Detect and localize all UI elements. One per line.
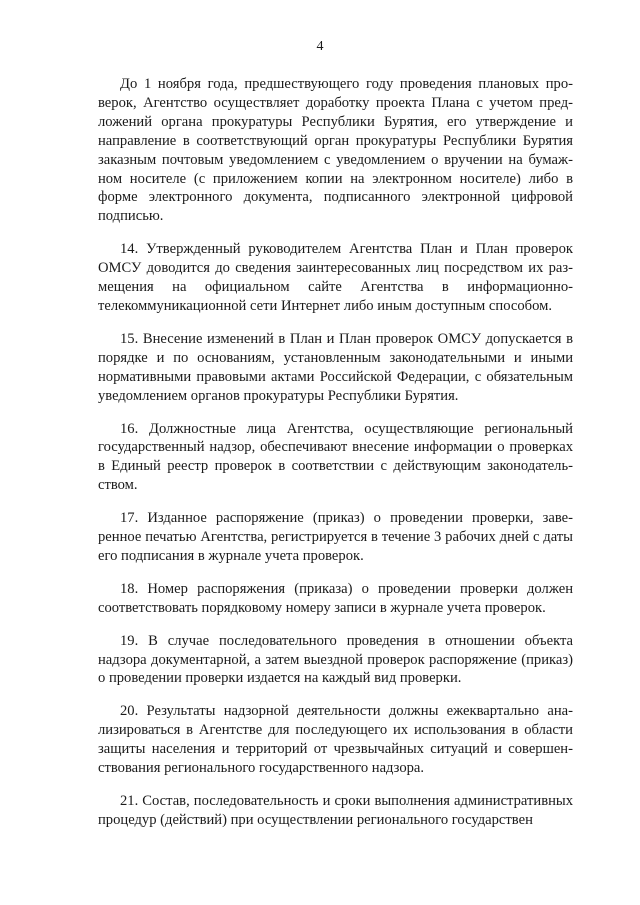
paragraph-15: 15. Внесение изменений в План и План проверок ОМСУ допускается в порядке и по основаниям, установленным законодательными и иными нормативными правовыми актами Российской Федерации, с обязательным уведомлением органов прокуратуры Республики Бурятия. (98, 330, 573, 404)
document-body (98, 75, 573, 830)
paragraph-19: 19. В случае последовательного проведения в отношении объекта надзора документарной, а затем выездной проверок распоряжение (приказ) о проведении проверки издается на каждый вид проверки. (98, 632, 573, 687)
paragraph-13-continued: До 1 ноября года, предшествующего году проведения плановых проверок, Агентство осуществляет доработку проекта Плана с учетом предложений органа прокуратуры Республики Бурятия, его утверждение и направление в соответствующий орган прокуратуры Республики Бурятия заказным почтовым уведомлением с уведомлением о вручении на бумажном носителе (с приложением копии на электронном носителе) либо в форме электронного документа, подписанного электронной цифровой подписью. (98, 76, 573, 225)
paragraph-20: 20. Результаты надзорной деятельности должны ежеквартально анализироваться в Агентстве для последующего их использования в области защиты населения и территорий от чрезвычайных ситуаций и совершенствования регионального государственного надзора. (98, 703, 573, 777)
paragraph-17: 17. Изданное распоряжение (приказ) о проведении проверки, заверенное печатью Агентства, регистрируется в течение 3 рабочих дней с даты его подписания в журнале учета проверок. (98, 510, 573, 564)
paragraph-18: 18. Номер распоряжения (приказа) о проведении проверки должен соответствовать порядковому номеру записи в журнале учета проверок. (98, 580, 573, 616)
paragraph-16: 16. Должностные лица Агентства, осуществляющие региональный государственный надзор, обеспечивают внесение информации о проверках в Единый реестр проверок в соответствии с действующим законодательством. (98, 420, 573, 494)
paragraph-21: 21. Состав, последовательность и сроки выполнения административных процедур (действий) при осуществлении регионального государствен (98, 793, 573, 828)
paragraph-14: 14. Утвержденный руководителем Агентства План и План проверок ОМСУ доводится до сведения заинтересованных лиц посредством их размещения на официальном сайте Агентства в информационно-телекоммуникационной сети Интернет либо иным доступным способом. (98, 241, 573, 314)
page-number: 4 (316, 39, 324, 54)
